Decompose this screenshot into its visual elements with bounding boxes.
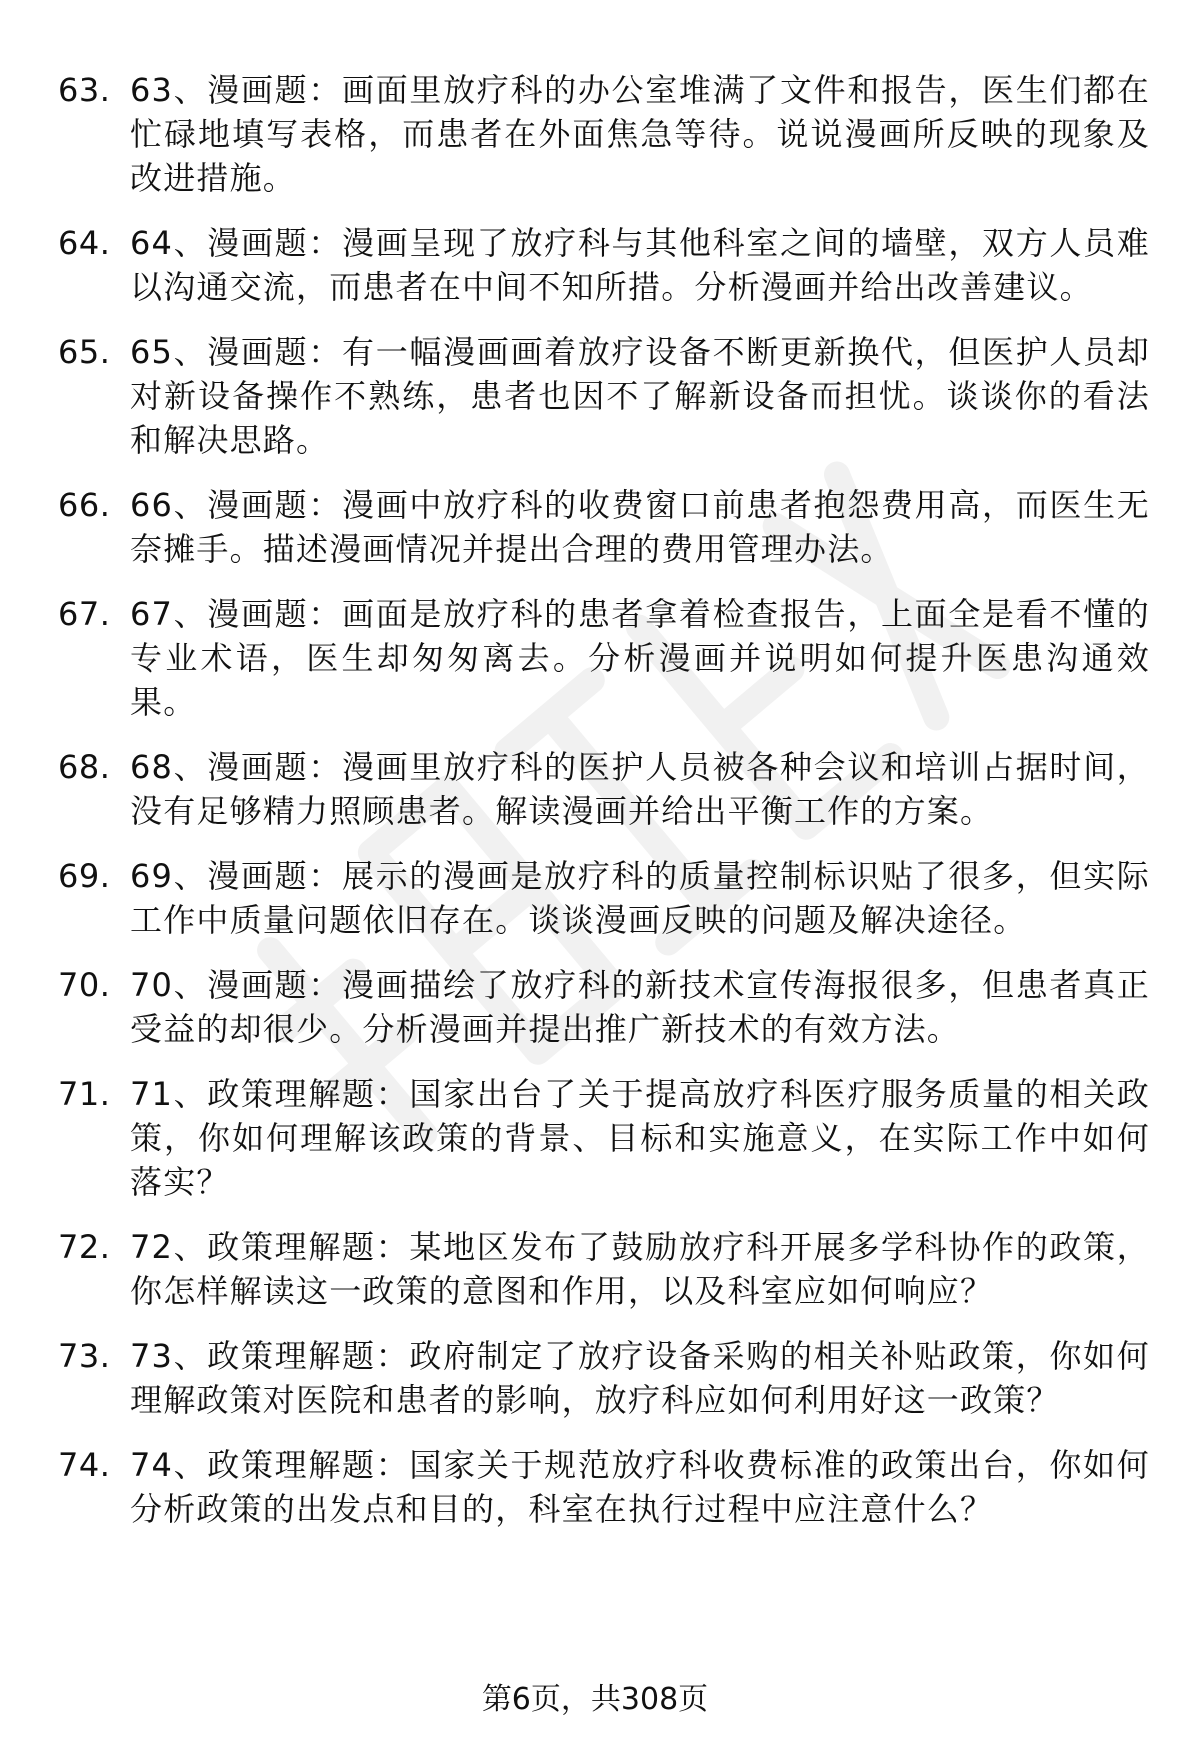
list-item-text: 65、漫画题：有一幅漫画画着放疗设备不断更新换代，但医护人员却对新设备操作不熟练，患者也因不了解新设备而担忧。谈谈你的看法和解决思路。 xyxy=(130,333,1150,459)
list-item xyxy=(0,1334,1190,1422)
page-footer: 第6页，共308页 xyxy=(481,1682,709,1717)
list-item xyxy=(0,221,1190,309)
list-item-number: 72. xyxy=(58,1228,111,1266)
list-item xyxy=(0,963,1190,1051)
question-list xyxy=(0,68,1190,1552)
list-item-text: 67、漫画题：画面是放疗科的患者拿着检查报告，上面全是看不懂的专业术语，医生却匆匆离去。分析漫画并说明如何提升医患沟通效果。 xyxy=(130,595,1150,721)
list-item xyxy=(0,1443,1190,1531)
list-item-text: 63、漫画题：画面里放疗科的办公室堆满了文件和报告，医生们都在忙碌地填写表格，而患者在外面焦急等待。说说漫画所反映的现象及改进措施。 xyxy=(130,71,1150,197)
list-item xyxy=(0,1072,1190,1204)
list-item xyxy=(0,592,1190,724)
list-item-text: 74、政策理解题：国家关于规范放疗科收费标准的政策出台，你如何分析政策的出发点和目的，科室在执行过程中应注意什么？ xyxy=(130,1446,1150,1528)
list-item-text: 66、漫画题：漫画中放疗科的收费窗口前患者抱怨费用高，而医生无奈摊手。描述漫画情况并提出合理的费用管理办法。 xyxy=(130,486,1150,568)
list-item-number: 64. xyxy=(58,224,111,262)
list-item-number: 71. xyxy=(58,1075,111,1113)
list-item-number: 63. xyxy=(58,71,111,109)
list-item-text: 72、政策理解题：某地区发布了鼓励放疗科开展多学科协作的政策，你怎样解读这一政策的意图和作用，以及科室应如何响应？ xyxy=(130,1228,1150,1310)
list-item-number: 74. xyxy=(58,1446,111,1484)
list-item-text: 68、漫画题：漫画里放疗科的医护人员被各种会议和培训占据时间，没有足够精力照顾患者。解读漫画并给出平衡工作的方案。 xyxy=(130,748,1150,830)
list-item xyxy=(0,854,1190,942)
list-item-number: 68. xyxy=(58,748,111,786)
list-item-text: 73、政策理解题：政府制定了放疗设备采购的相关补贴政策，你如何理解政策对医院和患者的影响，放疗科应如何利用好这一政策？ xyxy=(130,1337,1150,1419)
list-item-text: 69、漫画题：展示的漫画是放疗科的质量控制标识贴了很多，但实际工作中质量问题依旧存在。谈谈漫画反映的问题及解决途径。 xyxy=(130,857,1150,939)
list-item-number: 70. xyxy=(58,966,111,1004)
list-item-number: 65. xyxy=(58,333,111,371)
list-item-number: 67. xyxy=(58,595,111,633)
list-item-text: 70、漫画题：漫画描绘了放疗科的新技术宣传海报很多，但患者真正受益的却很少。分析漫画并提出推广新技术的有效方法。 xyxy=(130,966,1150,1048)
list-item xyxy=(0,330,1190,462)
list-item xyxy=(0,68,1190,200)
list-item xyxy=(0,745,1190,833)
list-item-number: 66. xyxy=(58,486,111,524)
list-item xyxy=(0,1225,1190,1313)
list-item-text: 71、政策理解题：国家出台了关于提高放疗科医疗服务质量的相关政策，你如何理解该政策的背景、目标和实施意义，在实际工作中如何落实？ xyxy=(130,1075,1150,1201)
list-item-number: 73. xyxy=(58,1337,111,1375)
list-item-text: 64、漫画题：漫画呈现了放疗科与其他科室之间的墙壁，双方人员难以沟通交流，而患者在中间不知所措。分析漫画并给出改善建议。 xyxy=(130,224,1150,306)
list-item xyxy=(0,483,1190,571)
list-item-number: 69. xyxy=(58,857,111,895)
